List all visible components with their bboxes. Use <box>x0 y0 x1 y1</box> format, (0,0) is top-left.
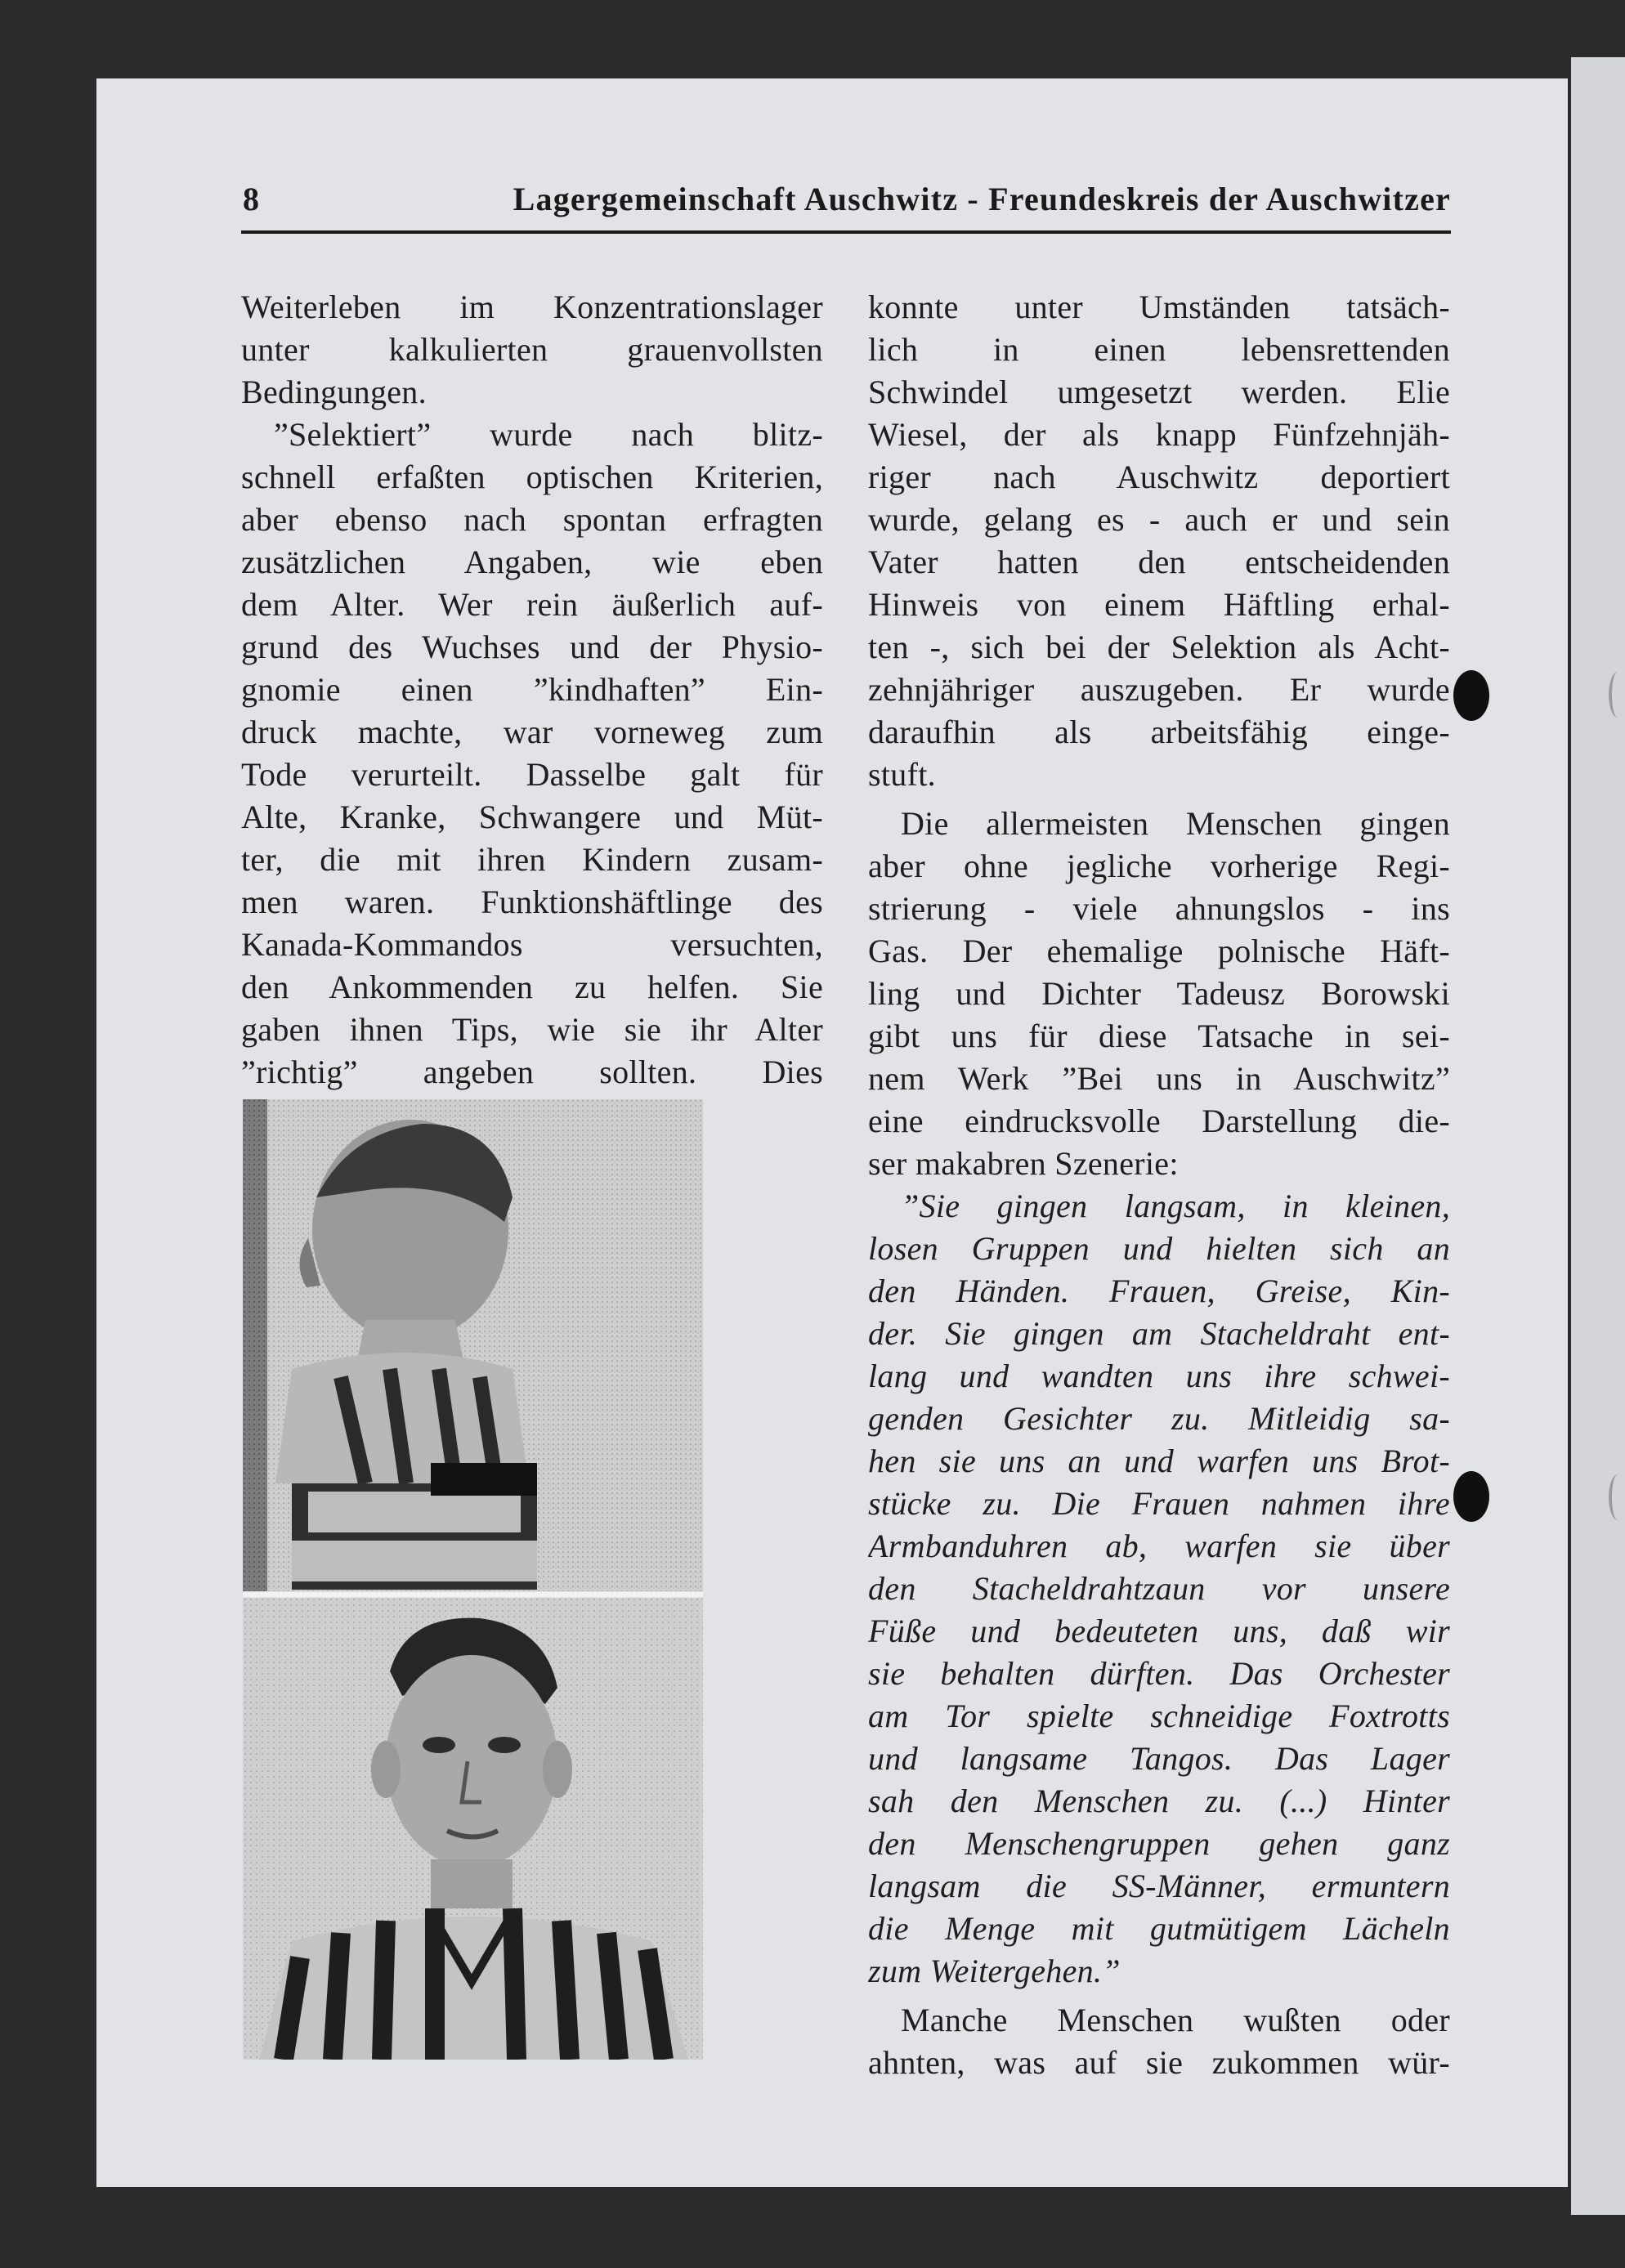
left-column <box>241 286 823 1094</box>
text-line: ”Selektiert” wurde nach blitz- <box>274 416 823 453</box>
running-title: Lagergemeinschaft Auschwitz - Freundeskreis der Auschwitzer <box>513 181 1451 217</box>
text-line: ahnten, was auf sie zukommen wür- <box>868 2044 1450 2081</box>
text-line: ”richtig” angeben sollten. Dies <box>241 1053 823 1090</box>
text-line: men waren. Funktionshäftlinge des <box>241 883 823 920</box>
text-line: wurde, gelang es - auch er und sein <box>868 501 1450 538</box>
text-line: zusätzlichen Angaben, wie eben <box>241 544 823 580</box>
text-line: gaben ihnen Tips, wie sie ihr Alter <box>241 1011 823 1048</box>
text-line: eine eindrucksvolle Darstellung die- <box>868 1103 1450 1139</box>
text-line: den Stacheldrahtzaun vor unsere <box>868 1570 1450 1607</box>
text-line: sie behalten dürften. Das Orchester <box>868 1655 1450 1692</box>
photo-portrait <box>243 1598 703 2060</box>
text-line: Weiterleben im Konzentrationslager <box>241 289 823 325</box>
text-line: Vater hatten den entscheidenden <box>868 544 1450 580</box>
text-line: Schwindel umgesetzt werden. Elie <box>868 374 1450 410</box>
text-line: Die allermeisten Menschen gingen <box>901 805 1450 842</box>
text-line: Kanada-Kommandos versuchten, <box>241 926 823 963</box>
text-line: grund des Wuchses und der Physio- <box>241 629 823 665</box>
text-line: strierung - viele ahnungslos - ins <box>868 890 1450 927</box>
text-line: druck machte, war vorneweg zum <box>241 714 823 750</box>
text-line: riger nach Auschwitz deportiert <box>868 459 1450 495</box>
punch-hole-edge-icon <box>1609 672 1625 718</box>
text-line: stuft. <box>868 756 936 793</box>
text-line: Alte, Kranke, Schwangere und Müt- <box>241 798 823 835</box>
running-head <box>243 180 1451 221</box>
text-line: ter, die mit ihren Kindern zusam- <box>241 841 823 878</box>
text-line: den Menschengruppen gehen ganz <box>868 1825 1450 1862</box>
photo-portrait-icon <box>243 1598 703 2060</box>
text-line: genden Gesichter zu. Mitleidig sa- <box>868 1400 1450 1437</box>
paragraph-gap <box>868 796 1450 803</box>
text-line: unter kalkulierten grauenvollsten <box>241 331 823 368</box>
punch-hole-icon <box>1453 1471 1489 1522</box>
text-line: aber ohne jegliche vorherige Regi- <box>868 848 1450 884</box>
text-line: den Ankommenden zu helfen. Sie <box>241 968 823 1005</box>
text-line: Armbanduhren ab, warfen sie über <box>868 1528 1450 1564</box>
text-line: sah den Menschen zu. (...) Hinter <box>868 1783 1450 1819</box>
text-line: am Tor spielte schneidige Foxtrotts <box>868 1698 1450 1734</box>
text-line: losen Gruppen und hielten sich an <box>868 1230 1450 1267</box>
text-line: zehnjähriger auszugeben. Er wurde <box>868 671 1450 708</box>
text-line: daraufhin als arbeitsfähig einge- <box>868 714 1450 750</box>
text-line: ling und Dichter Tadeusz Borowski <box>868 975 1450 1012</box>
text-line: konnte unter Umständen tatsäch- <box>868 289 1450 325</box>
text-line: gibt uns für diese Tatsache in sei- <box>868 1018 1450 1054</box>
text-line: Bedingungen. <box>241 374 427 410</box>
punch-hole-edge-icon <box>1609 1474 1625 1520</box>
text-line: langsam die SS-Männer, ermuntern <box>868 1868 1450 1904</box>
header-rule <box>241 230 1451 234</box>
text-line: schnell erfaßten optischen Kriterien, <box>241 459 823 495</box>
text-line: lang und wandten uns ihre schwei- <box>868 1358 1450 1394</box>
text-line: dem Alter. Wer rein äußerlich auf- <box>241 586 823 623</box>
text-line: zum Weitergehen.” <box>868 1953 1121 1989</box>
text-line: ten -, sich bei der Selektion als Acht- <box>868 629 1450 665</box>
text-line: ”Sie gingen langsam, in kleinen, <box>901 1188 1450 1224</box>
text-line: und langsame Tangos. Das Lager <box>868 1740 1450 1777</box>
text-line: Hinweis von einem Häftling erhal- <box>868 586 1450 623</box>
photo-profile <box>243 1099 703 1591</box>
text-line: stücke zu. Die Frauen nahmen ihre <box>868 1485 1450 1522</box>
text-line: den Händen. Frauen, Greise, Kin- <box>868 1273 1450 1309</box>
text-line: der. Sie gingen am Stacheldraht ent- <box>868 1315 1450 1352</box>
text-line: hen sie uns an und warfen uns Brot- <box>868 1443 1450 1479</box>
text-line: die Menge mit gutmütigem Lächeln <box>868 1910 1450 1947</box>
text-line: lich in einen lebensrettenden <box>868 331 1450 368</box>
text-line: Füße und bedeuteten uns, daß wir <box>868 1613 1450 1649</box>
punch-hole-icon <box>1453 670 1489 721</box>
photo-profile-icon <box>243 1099 703 1591</box>
text-line: gnomie einen ”kindhaften” Ein- <box>241 671 823 708</box>
text-line: Manche Menschen wußten oder <box>901 2002 1450 2038</box>
text-line: nem Werk ”Bei uns in Auschwitz” <box>868 1060 1450 1097</box>
page-number: 8 <box>243 181 261 217</box>
text-line: ser makabren Szenerie: <box>868 1145 1179 1182</box>
photo-divider <box>243 1592 703 1597</box>
text-line: aber ebenso nach spontan erfragten <box>241 501 823 538</box>
paragraph-gap <box>868 1993 1450 1999</box>
page-edge <box>1571 57 1625 2215</box>
right-column <box>868 286 1450 2084</box>
text-line: Gas. Der ehemalige polnische Häft- <box>868 933 1450 969</box>
text-line: Tode verurteilt. Dasselbe galt für <box>241 756 823 793</box>
left-paragraph-2 <box>241 414 823 1094</box>
text-line: Wiesel, der als knapp Fünfzehnjäh- <box>868 416 1450 453</box>
